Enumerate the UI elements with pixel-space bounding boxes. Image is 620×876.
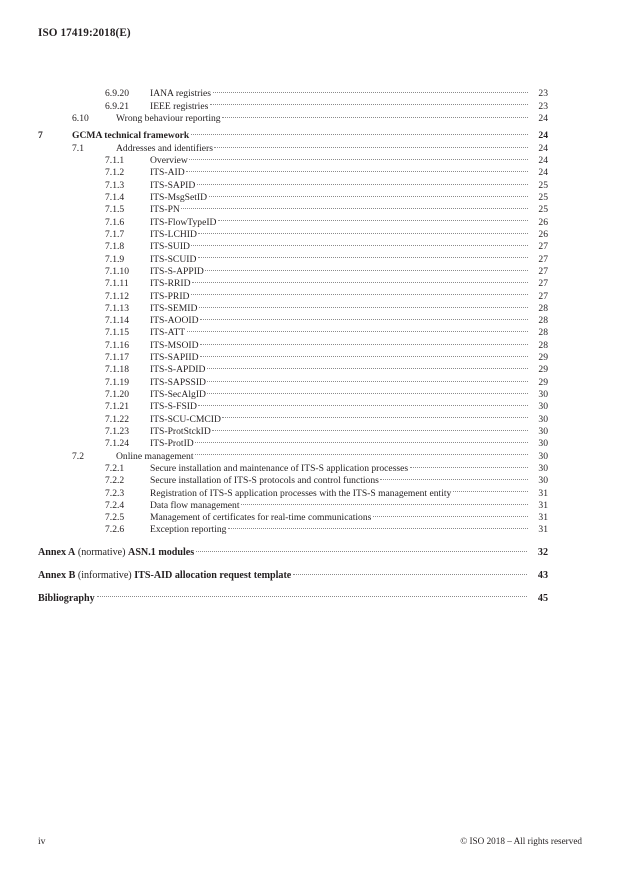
- toc-entry-title: ITS-LCHID: [150, 228, 197, 240]
- toc-leader-dots: [191, 126, 528, 138]
- toc-entry-page: 27: [538, 241, 548, 253]
- toc-entry-page: 27: [538, 265, 548, 277]
- footer-copyright: © ISO 2018 – All rights reserved: [460, 836, 582, 846]
- toc-entry-number: 7.1.5: [105, 204, 125, 216]
- toc-leader-dots: [373, 508, 528, 520]
- toc-leader-dots: [186, 163, 527, 175]
- toc-entry-title: ITS-ProtID: [150, 438, 194, 450]
- toc-entry-number: 7.1.7: [105, 228, 125, 240]
- toc-entry-number: 7: [38, 130, 43, 142]
- toc-entry-title: ITS-FlowTypeID: [150, 216, 217, 228]
- toc-entry-page: 30: [538, 425, 548, 437]
- toc-entry-number: 7.1: [72, 142, 84, 154]
- toc-leader-dots: [198, 397, 527, 409]
- toc-entry-number: 7.1.20: [105, 389, 129, 400]
- toc-leader-dots: [200, 348, 527, 360]
- toc-entry-page: 30: [538, 413, 548, 425]
- toc-entry-number: 7.1.21: [105, 401, 129, 413]
- toc-leader-dots: [207, 385, 527, 397]
- toc-bibliography-label: Bibliography: [38, 592, 95, 604]
- toc-entry-page: 29: [538, 376, 548, 388]
- toc-entry-page: 24: [538, 155, 548, 167]
- toc-leader-dots: [195, 434, 527, 446]
- toc-annex-entry[interactable]: [38, 543, 548, 559]
- toc-entry-title: ITS-PRID: [150, 290, 190, 302]
- toc-bibliography-page: 45: [537, 592, 548, 604]
- toc-entry-number: 7.1.15: [105, 327, 129, 339]
- toc-leader-dots: [197, 175, 528, 187]
- toc-entry[interactable]: [38, 84, 548, 100]
- toc-entry-title: ITS-SAPID: [150, 179, 196, 191]
- toc-annex-page: 43: [537, 570, 548, 582]
- toc-entry-title: ITS-S-APDID: [150, 364, 206, 376]
- toc-leader-dots: [228, 520, 528, 532]
- toc-entry-page: 27: [538, 278, 548, 290]
- toc-entry-page: 28: [538, 327, 548, 339]
- toc-entry-page: 24: [538, 167, 548, 179]
- toc-leader-dots: [198, 249, 528, 261]
- toc-leader-dots: [214, 138, 527, 150]
- toc-entry-page: 26: [538, 228, 548, 240]
- toc-leader-dots: [210, 96, 528, 108]
- toc-entry-number: 6.9.20: [105, 88, 129, 100]
- toc-leader-dots: [181, 200, 527, 212]
- toc-entry-title: ITS-AOOID: [150, 315, 199, 327]
- toc-entry-number: 7.1.22: [105, 413, 129, 425]
- toc-entry-title: Wrong behaviour reporting: [116, 112, 221, 124]
- toc-entry-title: IANA registries: [150, 88, 212, 100]
- toc-entry[interactable]: [38, 126, 548, 142]
- toc-annex-list: [38, 543, 548, 604]
- toc-entry-title: ITS-SCU-CMCID: [150, 413, 221, 425]
- toc-leader-dots: [453, 483, 528, 495]
- toc-annex-kind: (informative): [77, 570, 132, 582]
- toc-entry-title: Online management: [116, 450, 194, 462]
- toc-leader-dots: [212, 422, 527, 434]
- toc-entry-title: ITS-RRID: [150, 278, 191, 290]
- toc-entry-list: [38, 84, 548, 536]
- toc-entry-number: 7.1.13: [105, 302, 129, 314]
- toc-annex-label: Annex B: [38, 570, 76, 582]
- toc-annex-entry[interactable]: [38, 566, 548, 582]
- toc-entry-number: 6.9.21: [105, 100, 129, 112]
- toc-entry-number: 7.1.19: [105, 376, 129, 388]
- toc-entry-title: ITS-S-APPID: [150, 265, 204, 277]
- toc-entry-page: 25: [538, 204, 548, 216]
- toc-entry-number: 7.1.6: [105, 216, 125, 228]
- toc-entry-title: Registration of ITS-S application processes with the ITS-S management entity: [150, 487, 452, 499]
- toc-entry-number: 7.2.1: [105, 462, 125, 474]
- toc-leader-dots: [191, 237, 527, 249]
- toc-annex-page: 32: [537, 547, 548, 559]
- toc-annex-title: [38, 547, 196, 559]
- toc-leader-dots: [187, 323, 528, 335]
- toc-entry-number: 7.1.17: [105, 352, 129, 364]
- toc-leader-dots: [195, 446, 527, 458]
- toc-entry-page: 29: [538, 352, 548, 364]
- toc-annex-kind: (normative): [77, 547, 126, 559]
- toc-entry-number: 7.1.2: [105, 167, 125, 179]
- toc-leader-dots: [218, 212, 528, 224]
- toc-entry-title: ITS-S-FSID: [150, 401, 197, 413]
- toc-entry-number: 7.1.1: [105, 155, 125, 167]
- toc-entry-page: 24: [538, 142, 548, 154]
- toc-entry-title: ITS-PN: [150, 204, 180, 216]
- toc-leader-dots: [200, 311, 528, 323]
- toc-leader-dots: [200, 335, 527, 347]
- toc-entry-number: 7.1.24: [105, 438, 129, 450]
- toc-entry-title: Secure installation of ITS-S protocols and control functions: [150, 475, 379, 487]
- toc-leader-dots: [97, 589, 527, 601]
- toc-entry-page: 25: [538, 179, 548, 191]
- toc-entry-title: Addresses and identifiers: [116, 142, 213, 154]
- toc-entry-number: 7.1.18: [105, 364, 129, 376]
- toc-leader-dots: [213, 84, 528, 96]
- toc-entry-number: 7.2.3: [105, 487, 125, 499]
- toc-entry-page: 30: [538, 438, 548, 450]
- toc-entry-title: Management of certificates for real-time communications: [150, 512, 372, 524]
- toc-entry-number: 7.1.12: [105, 290, 129, 302]
- toc-entry-page: 29: [538, 364, 548, 376]
- toc-entry-title: ITS-SAPIID: [150, 352, 199, 364]
- toc-entry-page: 30: [538, 462, 548, 474]
- toc-entry-page: 30: [538, 401, 548, 413]
- toc-entry-title: Secure installation and maintenance of ITS-S application processes: [150, 462, 409, 474]
- toc-entry-title: GCMA technical framework: [72, 130, 190, 142]
- toc-leader-dots: [222, 109, 527, 121]
- toc-leader-dots: [191, 286, 528, 298]
- toc-entry-page: 31: [538, 487, 548, 499]
- footer-page-number: iv: [38, 836, 46, 847]
- toc-entry-page: 24: [538, 112, 548, 124]
- toc-entry-page: 25: [538, 192, 548, 203]
- toc-entry-page: 28: [538, 339, 548, 351]
- toc-entry-page: 23: [538, 88, 548, 100]
- toc-entry-title: Exception reporting: [150, 524, 227, 536]
- toc-entry-number: 7.1.8: [105, 241, 125, 253]
- toc-entry-title: ITS-ProtStckID: [150, 425, 211, 437]
- toc-leader-dots: [205, 262, 527, 274]
- toc-entry-page: 26: [538, 216, 548, 228]
- toc-entry-title: Overview: [150, 155, 188, 167]
- toc-entry-page: 28: [538, 315, 548, 327]
- toc-leader-dots: [198, 225, 527, 237]
- toc-entry-number: 7.1.23: [105, 425, 129, 437]
- toc-entry-number: 7.1.9: [105, 253, 125, 265]
- toc-entry-page: 27: [538, 253, 548, 265]
- toc-leader-dots: [196, 543, 527, 555]
- toc-entry-title: ITS-SAPSSID: [150, 376, 206, 388]
- toc-entry-number: 7.2.5: [105, 512, 125, 524]
- toc-leader-dots: [222, 409, 527, 421]
- toc-annex-label: Annex A: [38, 547, 76, 559]
- toc-entry-number: 7.2.4: [105, 499, 125, 511]
- toc-annex-name: ITS-AID allocation request template: [134, 570, 292, 582]
- toc-leader-dots: [192, 274, 527, 286]
- toc-entry-title: Data flow management: [150, 499, 240, 511]
- toc-entry-page: 31: [538, 512, 548, 524]
- toc-entry-title: ITS-ATT: [150, 327, 186, 339]
- toc-entry-page: 28: [538, 302, 548, 314]
- toc-entry-number: 6.10: [72, 112, 89, 124]
- toc-entry-title: ITS-MsgSetID: [150, 192, 208, 203]
- toc-entry-number: 7.2: [72, 450, 84, 462]
- toc-leader-dots: [199, 299, 528, 311]
- toc-entry-number: 7.1.16: [105, 339, 129, 351]
- toc-entry-number: 7.1.3: [105, 179, 125, 191]
- toc-entry-page: 30: [538, 389, 548, 400]
- toc-entry-number: 7.1.10: [105, 265, 129, 277]
- toc-entry-title: IEEE registries: [150, 100, 209, 112]
- toc-annex-name: ASN.1 modules: [128, 547, 195, 559]
- toc-entry-title: ITS-SEMID: [150, 302, 198, 314]
- toc-entry-page: 30: [538, 475, 548, 487]
- toc-bibliography-entry[interactable]: [38, 589, 548, 604]
- toc-leader-dots: [380, 471, 527, 483]
- toc-leader-dots: [209, 188, 528, 200]
- toc-entry-page: 31: [538, 524, 548, 536]
- running-head: ISO 17419:2018(E): [38, 27, 131, 39]
- toc-entry-page: 24: [538, 130, 548, 142]
- toc-entry-title: ITS-SecAlgID: [150, 389, 206, 400]
- toc-entry-number: 7.2.2: [105, 475, 125, 487]
- toc-leader-dots: [189, 151, 527, 163]
- toc-leader-dots: [207, 372, 527, 384]
- toc-annex-title: [38, 570, 293, 582]
- toc-entry-number: 7.1.11: [105, 278, 129, 290]
- toc-leader-dots: [410, 459, 528, 471]
- toc-entry-number: 7.1.14: [105, 315, 129, 327]
- toc-entry-title: ITS-SCUID: [150, 253, 197, 265]
- toc-entry-title: ITS-AID: [150, 167, 185, 179]
- toc-leader-dots: [241, 496, 527, 508]
- toc-entry-page: 27: [538, 290, 548, 302]
- toc-leader-dots: [207, 360, 528, 372]
- toc-entry-title: ITS-SUID: [150, 241, 190, 253]
- toc-entry-page: 31: [538, 499, 548, 511]
- table-of-contents: [38, 84, 548, 604]
- toc-entry-number: 7.1.4: [105, 192, 125, 203]
- toc-entry-page: 23: [538, 100, 548, 112]
- toc-leader-dots: [293, 566, 527, 578]
- toc-entry-number: 7.2.6: [105, 524, 125, 536]
- toc-entry-page: 30: [538, 450, 548, 462]
- toc-entry-title: ITS-MSOID: [150, 339, 199, 351]
